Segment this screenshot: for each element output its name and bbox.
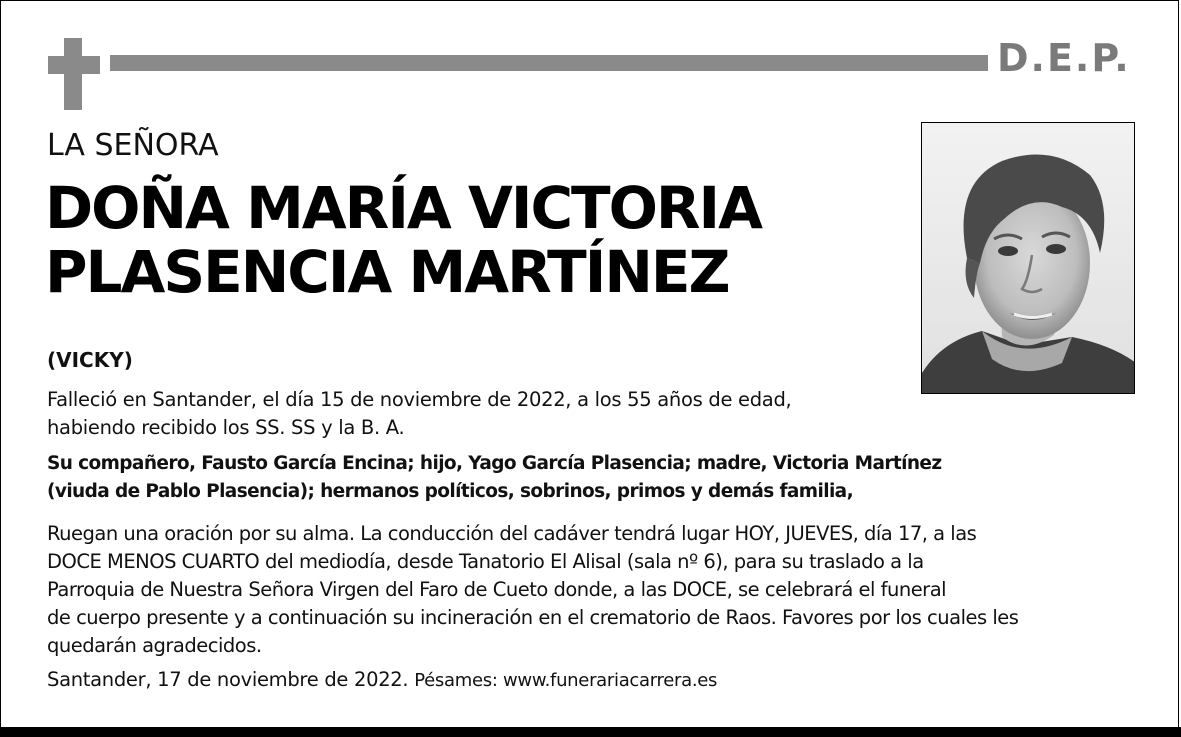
death-paragraph — [47, 386, 917, 442]
footer-line — [47, 666, 1047, 695]
cross-icon — [48, 38, 100, 110]
service-line-3: Parroquia de Nuestra Señora Virgen del Faro de Cueto donde, a las DOCE, se celebrará el funeral — [47, 578, 947, 601]
place-date: Santander, 17 de noviembre de 2022. — [47, 668, 409, 691]
family-paragraph — [47, 450, 1097, 506]
family-line-1: Su compañero, Fausto García Encina; hijo, Yago García Plasencia; madre, Victoria Martínez — [47, 453, 942, 474]
deceased-name — [45, 176, 905, 304]
service-line-2: DOCE MENOS CUARTO del mediodía, desde Tanatorio El Alisal (sala nº 6), para su traslado a la — [47, 550, 924, 573]
bottom-rule — [0, 727, 1181, 737]
name-line-2: PLASENCIA MARTÍNEZ — [45, 238, 729, 306]
dep-label: D.E.P. — [997, 36, 1131, 80]
header-rule — [110, 55, 988, 71]
death-line-2: habiendo recibido los SS. SS y la B. A. — [47, 416, 405, 439]
salutation: LA SEÑORA — [47, 128, 219, 163]
condolences-link[interactable]: Pésames: www.funerariacarrera.es — [414, 670, 718, 691]
death-line-1: Falleció en Santander, el día 15 de noviembre de 2022, a los 55 años de edad, — [47, 388, 792, 411]
service-line-4: de cuerpo presente y a continuación su incineración en el crematorio de Raos. Favores por los cuales les — [47, 606, 1019, 629]
service-paragraph — [47, 520, 1137, 660]
service-line-5: quedarán agradecidos. — [47, 634, 262, 657]
nickname: (VICKY) — [47, 348, 133, 372]
name-line-1: DOÑA MARÍA VICTORIA — [45, 174, 762, 242]
service-line-1: Ruegan una oración por su alma. La conducción del cadáver tendrá lugar HOY, JUEVES, día 17, a las — [47, 522, 977, 545]
portrait-photo — [921, 122, 1135, 394]
family-line-2: (viuda de Pablo Plasencia); hermanos políticos, sobrinos, primos y demás familia, — [47, 481, 853, 502]
